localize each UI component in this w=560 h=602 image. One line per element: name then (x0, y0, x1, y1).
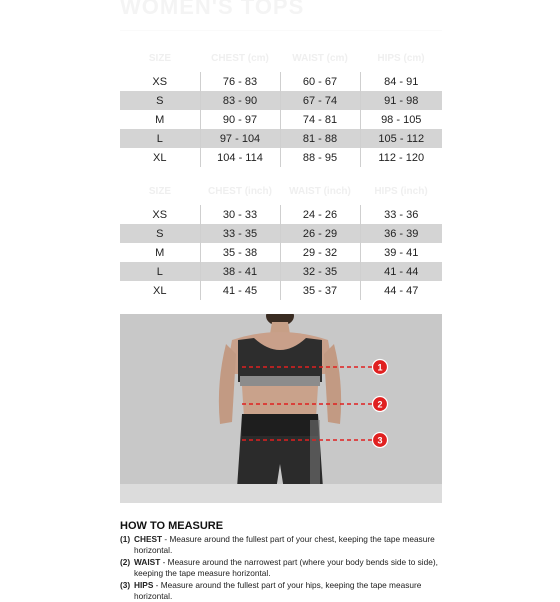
hips-cell: 105 - 112 (360, 129, 442, 148)
instruction-text: - Measure around the narrowest part (where your body bends side to side), keeping the tape measure horizontal. (134, 556, 438, 579)
table-row (120, 243, 442, 262)
waist-cell: 26 - 29 (280, 224, 360, 243)
table-row (120, 281, 442, 300)
marker-label: 1 (377, 362, 383, 373)
column-header: WAIST (inch) (289, 185, 351, 197)
size-cell: L (120, 262, 200, 281)
model-midriff (242, 386, 318, 418)
title-divider (120, 30, 442, 31)
instruction-text: - Measure around the fullest part of your chest, keeping the tape measure horizontal. (134, 534, 435, 556)
size-cell: M (155, 113, 165, 126)
column-header: HIPS (cm) (377, 52, 425, 64)
chest-cell: 30 - 33 (200, 205, 280, 224)
column-header: SIZE (148, 185, 172, 197)
floor (120, 484, 442, 503)
instruction-term: WAIST (134, 556, 161, 567)
waist-cell: 35 - 37 (280, 281, 360, 300)
marker-label: 2 (377, 399, 383, 410)
chest-instruction (120, 534, 450, 557)
table-row (120, 224, 442, 243)
hips-marker (373, 433, 388, 448)
chest-cell: 97 - 104 (200, 129, 280, 148)
hips-cell: 44 - 47 (360, 281, 442, 300)
hips-cell: 98 - 105 (360, 110, 442, 129)
size-cell: XS (152, 75, 168, 88)
column-header: WAIST (cm) (292, 52, 348, 64)
column-header: HIPS (inch) (374, 185, 428, 197)
hips-cell: 91 - 98 (360, 91, 442, 110)
table-row (120, 205, 442, 224)
table-row (120, 148, 442, 167)
table-header-row (120, 44, 442, 72)
marker-label: 3 (377, 435, 383, 446)
chest-cell: 41 - 45 (200, 281, 280, 300)
waist-cell: 60 - 67 (280, 72, 360, 91)
table-row (120, 91, 442, 110)
hips-cell: 36 - 39 (360, 224, 442, 243)
column-header: CHEST (cm) (211, 52, 269, 64)
page-title: WOMEN'S TOPS (120, 0, 305, 19)
size-cell: S (120, 91, 200, 110)
chest-marker (373, 360, 388, 375)
waist-marker (373, 397, 388, 412)
hips-cell: 39 - 41 (360, 243, 442, 262)
waist-cell: 32 - 35 (280, 262, 360, 281)
waist-instruction (120, 557, 450, 580)
waist-cell: 29 - 32 (280, 243, 360, 262)
chest-cell: 90 - 97 (200, 110, 280, 129)
size-cell: XS (152, 208, 168, 221)
instruction-text: - Measure around the fullest part of your hips, keeping the tape measure horizontal. (134, 579, 422, 602)
waist-cell: 88 - 95 (280, 148, 360, 167)
chest-cell: 76 - 83 (200, 72, 280, 91)
chest-cell: 35 - 38 (200, 243, 280, 262)
sports-bra-band (240, 376, 320, 386)
how-to-measure-title: HOW TO MEASURE (120, 520, 224, 532)
hips-instruction (120, 580, 450, 602)
table-row (120, 262, 442, 281)
size-cell: L (120, 129, 200, 148)
instruction-number: (2) (120, 556, 131, 567)
model-illustration (120, 314, 442, 503)
column-header: CHEST (inch) (208, 185, 272, 197)
hips-cell: 41 - 44 (360, 262, 442, 281)
hips-cell: 84 - 91 (360, 72, 442, 91)
instruction-number: (1) (120, 534, 131, 544)
table-row (120, 72, 442, 91)
chest-cell: 38 - 41 (200, 262, 280, 281)
chest-cell: 104 - 114 (200, 148, 280, 167)
chest-cell: 33 - 35 (200, 224, 280, 243)
hips-cell: 33 - 36 (360, 205, 442, 224)
size-cell: S (120, 224, 200, 243)
table-row (120, 129, 442, 148)
instruction-term: CHEST (134, 534, 163, 544)
size-cell: XL (153, 151, 167, 164)
instruction-term: HIPS (134, 579, 154, 590)
size-table-inch (120, 177, 442, 300)
column-header: SIZE (148, 52, 172, 64)
waist-cell: 74 - 81 (280, 110, 360, 129)
size-cell: XL (153, 284, 167, 297)
measurement-figure (120, 314, 442, 503)
waist-cell: 24 - 26 (280, 205, 360, 224)
waist-cell: 67 - 74 (280, 91, 360, 110)
size-cell: M (155, 246, 165, 259)
hips-cell: 112 - 120 (360, 148, 442, 167)
waist-cell: 81 - 88 (280, 129, 360, 148)
chest-cell: 83 - 90 (200, 91, 280, 110)
table-header-row (120, 177, 442, 205)
instruction-number: (3) (120, 579, 131, 590)
how-to-measure-section (120, 520, 450, 602)
table-row (120, 110, 442, 129)
size-table-cm (120, 44, 442, 167)
leggings-waistband (242, 414, 318, 436)
